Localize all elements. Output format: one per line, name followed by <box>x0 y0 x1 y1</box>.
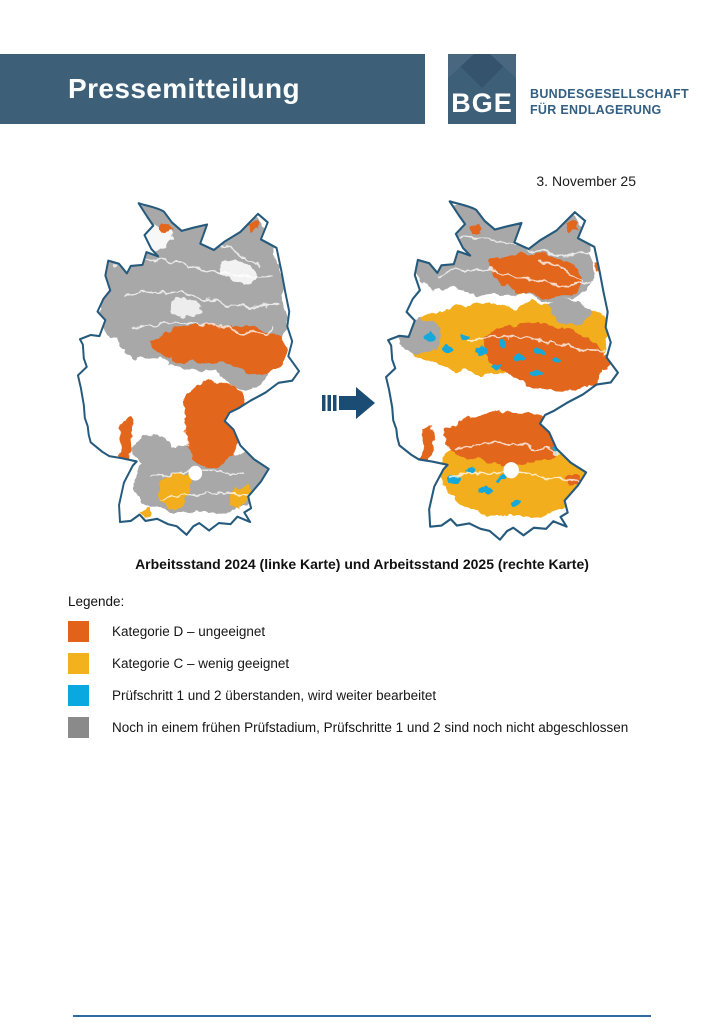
legend-swatch <box>68 717 89 738</box>
legend-label: Prüfschritt 1 und 2 überstanden, wird weiter bearbeitet <box>112 688 437 703</box>
legend-item <box>68 653 628 674</box>
header-bar <box>0 54 425 124</box>
legend-label: Noch in einem frühen Prüfstadium, Prüfschritte 1 und 2 sind noch nicht abgeschlossen <box>112 720 629 735</box>
page-title: Pressemitteilung <box>68 73 301 104</box>
legend-item <box>68 621 628 642</box>
footer-rule <box>73 1015 651 1017</box>
legend-swatch <box>68 653 89 674</box>
legend-items <box>68 621 628 749</box>
legend-swatch <box>68 621 89 642</box>
map-arbeitsstand-2025 <box>384 197 620 544</box>
legend-title: Legende: <box>68 594 125 609</box>
legend-label: Kategorie C – wenig geeignet <box>112 656 290 671</box>
arrow-right-icon <box>322 383 378 423</box>
figure-caption: Arbeitsstand 2024 (linke Karte) und Arbeitsstand 2025 (rechte Karte) <box>135 556 589 572</box>
legend-item <box>68 685 628 706</box>
legend-item <box>68 717 628 738</box>
legend-swatch <box>68 685 89 706</box>
company-name <box>530 86 689 118</box>
company-name-line2: FÜR ENDLAGERUNG <box>530 103 662 117</box>
legend-label: Kategorie D – ungeeignet <box>112 624 266 639</box>
bge-logo <box>448 54 516 124</box>
map-arbeitsstand-2024 <box>76 199 301 539</box>
date-text: 3. November 25 <box>536 173 636 189</box>
bge-logo-acronym: BGE <box>451 88 513 118</box>
company-name-line1: BUNDESGESELLSCHAFT <box>530 87 689 101</box>
